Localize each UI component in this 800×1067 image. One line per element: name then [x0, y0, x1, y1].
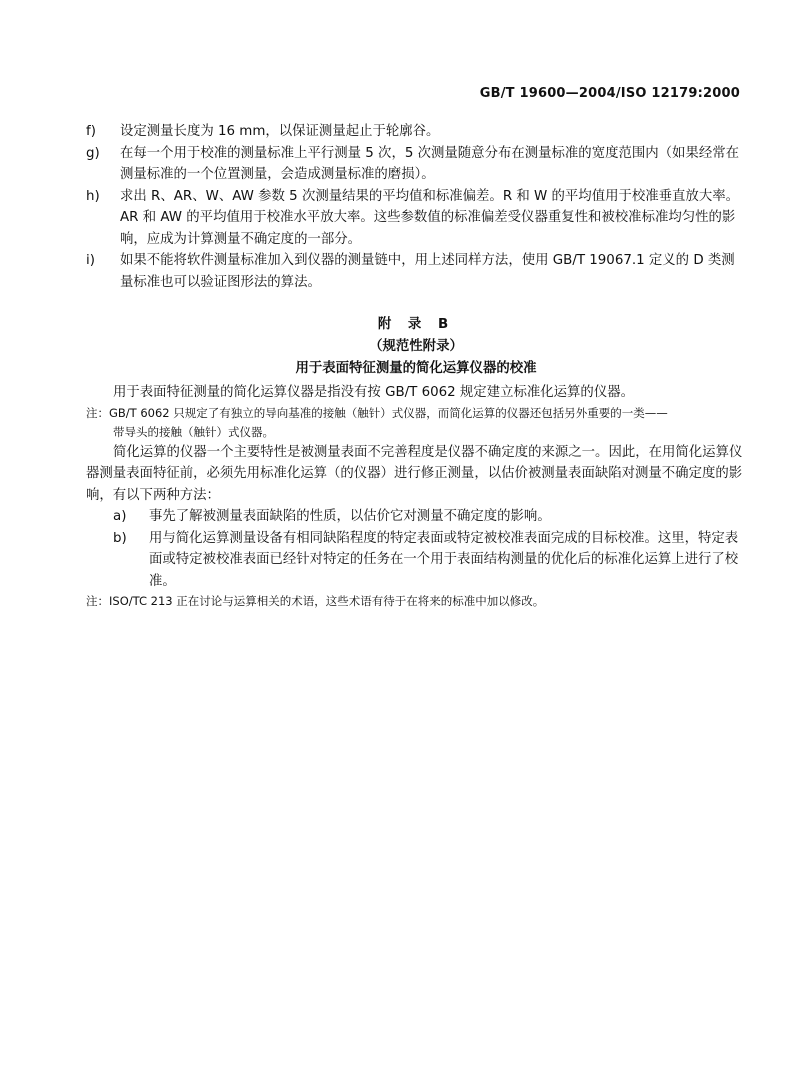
standard-code-header: GB/T 19600—2004/ISO 12179:2000 — [479, 86, 740, 101]
appendix-name: 用于表面特征测量的简化运算仪器的校准 — [295, 361, 537, 376]
list-marker: h) — [86, 188, 100, 204]
appendix-heading — [86, 314, 746, 380]
method-marker: a) — [113, 509, 127, 524]
list-text: 设定测量长度为 16 mm，以保证测量起止于轮廓谷。 — [120, 124, 440, 139]
note-1-line-1: 注：GB/T 6062 只规定了有独立的导向基准的接触（触针）式仪器，而简化运算的仪器还包括另外重要的一类—— — [86, 405, 668, 420]
list-item — [86, 121, 746, 143]
list-text: 如果不能将软件测量标准加入到仪器的测量链中，用上述同样方法，使用 GB/T 19067.1 定义的 D 类测量标准也可以验证图形法的算法。 — [120, 253, 735, 290]
method-marker: b) — [113, 530, 127, 546]
note-2: 注：ISO/TC 213 正在讨论与运算相关的术语，这些术语有待于在将来的标准中加以修改。 — [86, 594, 545, 608]
list-marker: f) — [86, 124, 96, 139]
list-item — [86, 186, 746, 251]
method-item — [113, 528, 746, 593]
list-marker: g) — [86, 145, 100, 161]
method-text: 事先了解被测量表面缺陷的性质，以估价它对测量不确定度的影响。 — [149, 509, 551, 524]
list-text: 求出 R、AR、W、AW 参数 5 次测量结果的平均值和标准偏差。R 和 W 的平均值用于校准垂直放大率。AR 和 AW 的平均值用于校准水平放大率。这些参数值的标准偏差受仪器重复性和被校准标准均匀性的影响，应成为计算测量不确定度的一部分。 — [120, 188, 739, 247]
note-1-line-2: 带导头的接触（触针）式仪器。 — [113, 424, 274, 439]
paragraph-characteristics: 简化运算的仪器一个主要特性是被测量表面不完善程度是仪器不确定度的来源之一。因此，在用简化运算仪器测量表面特征前，必须先用标准化运算（的仪器）进行修正测量，以估价被测量表面缺陷对测量不确定度的影响，有以下两种方法： — [86, 444, 743, 503]
method-text: 用与简化运算测量设备有相同缺陷程度的特定表面或特定被校准表面完成的目标校准。这里，特定表面或特定被校准表面已经针对特定的任务在一个用于表面结构测量的优化后的标准化运算上进行了校准。 — [149, 530, 739, 589]
list-item — [86, 143, 746, 186]
list-item — [86, 250, 746, 293]
appendix-title: 附 录 B — [377, 317, 455, 332]
paragraph-definition: 用于表面特征测量的简化运算仪器是指没有按 GB/T 6062 规定建立标准化运算的仪器。 — [113, 385, 634, 400]
list-text: 在每一个用于校准的测量标准上平行测量 5 次，5 次测量随意分布在测量标准的宽度范围内（如果经常在测量标准的一个位置测量，会造成测量标准的磨损）。 — [120, 145, 739, 182]
list-marker: i) — [86, 253, 95, 268]
appendix-body — [86, 382, 746, 611]
procedure-list — [86, 121, 746, 293]
method-item — [113, 506, 746, 528]
appendix-subtitle: （规范性附录） — [369, 339, 463, 354]
